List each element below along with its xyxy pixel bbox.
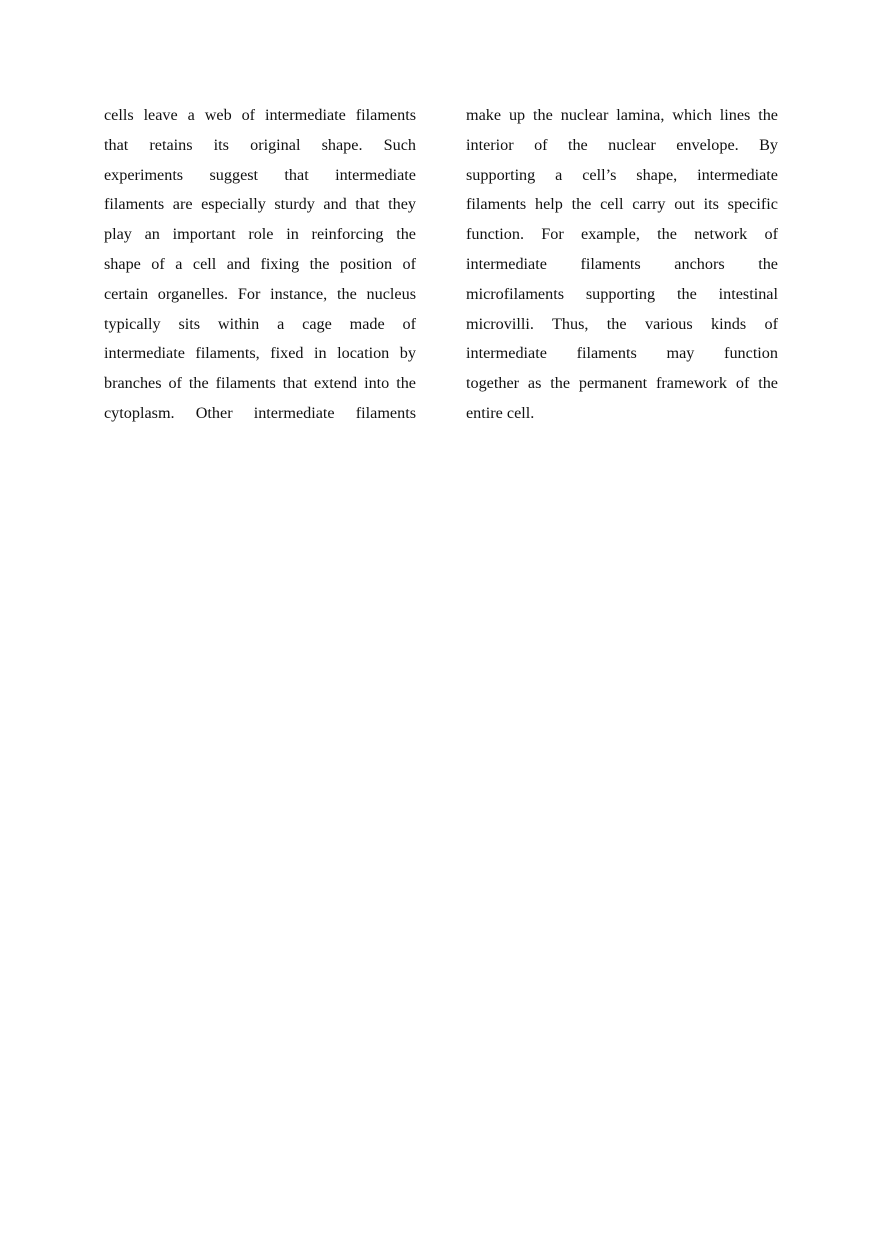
text-line: entire cell. xyxy=(466,403,535,422)
text-line: microfilaments supporting the intestinal xyxy=(466,284,778,303)
text-line: intermediate filaments may function xyxy=(466,344,778,363)
text-line: intermediate filaments anchors the xyxy=(466,254,778,273)
text-line: microvilli. Thus, the various kinds of xyxy=(466,314,778,333)
text-line: cytoplasm. Other intermediate filaments xyxy=(104,403,416,422)
text-line: interior of the nuclear envelope. By xyxy=(466,135,778,154)
text-line: branches of the filaments that extend into the xyxy=(104,374,416,393)
text-line: typically sits within a cage made of xyxy=(104,314,416,333)
text-line: filaments are especially sturdy and that they xyxy=(104,195,416,214)
right-text-column xyxy=(466,101,778,429)
text-line: intermediate filaments, fixed in location by xyxy=(104,344,416,363)
text-line: filaments help the cell carry out its specific xyxy=(466,195,778,214)
text-line: supporting a cell’s shape, intermediate xyxy=(466,165,778,184)
text-line: experiments suggest that intermediate xyxy=(104,165,416,184)
text-line: that retains its original shape. Such xyxy=(104,135,416,154)
text-line: shape of a cell and fixing the position of xyxy=(104,254,416,273)
text-line: function. For example, the network of xyxy=(466,225,778,244)
text-line: together as the permanent framework of the xyxy=(466,374,778,393)
left-text-column xyxy=(104,101,416,429)
text-line: make up the nuclear lamina, which lines the xyxy=(466,106,778,124)
text-line: play an important role in reinforcing the xyxy=(104,225,416,244)
text-line: certain organelles. For instance, the nucleus xyxy=(104,284,416,303)
text-line: cells leave a web of intermediate filaments xyxy=(104,106,416,124)
